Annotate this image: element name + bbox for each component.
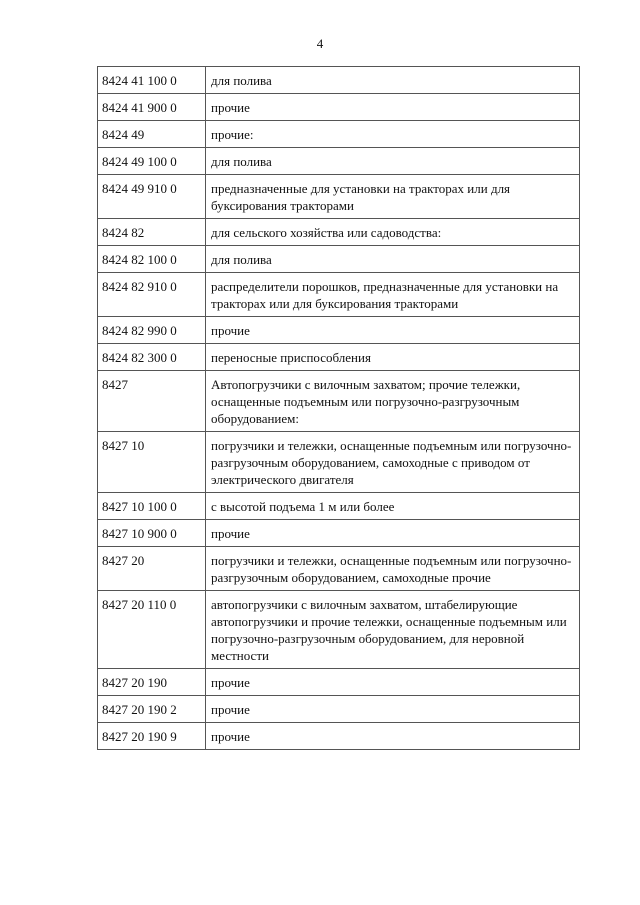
code-cell: 8424 82 100 0 bbox=[98, 246, 206, 273]
description-cell: с высотой подъема 1 м или более bbox=[206, 493, 580, 520]
table-row bbox=[98, 493, 580, 520]
code-cell: 8424 49 910 0 bbox=[98, 175, 206, 219]
code-cell: 8424 82 bbox=[98, 219, 206, 246]
page-number: 4 bbox=[316, 36, 324, 51]
table-row bbox=[98, 591, 580, 669]
table-row bbox=[98, 520, 580, 547]
table-row bbox=[98, 67, 580, 94]
code-cell: 8424 82 910 0 bbox=[98, 273, 206, 317]
description-cell: распределители порошков, предназначенные для установки на тракторах или для буксирования тракторами bbox=[206, 273, 580, 317]
description-cell: погрузчики и тележки, оснащенные подъемным или погрузочно-разгрузочным оборудованием, самоходные прочие bbox=[206, 547, 580, 591]
description-cell: для полива bbox=[206, 67, 580, 94]
table-row bbox=[98, 432, 580, 493]
description-cell: прочие bbox=[206, 669, 580, 696]
table-row bbox=[98, 669, 580, 696]
code-cell: 8427 bbox=[98, 371, 206, 432]
description-cell: погрузчики и тележки, оснащенные подъемным или погрузочно-разгрузочным оборудованием, самоходные с приводом от электрического двигателя bbox=[206, 432, 580, 493]
code-cell: 8427 20 190 bbox=[98, 669, 206, 696]
table-row bbox=[98, 219, 580, 246]
description-cell: прочие bbox=[206, 520, 580, 547]
table-row bbox=[98, 121, 580, 148]
description-cell: прочие bbox=[206, 696, 580, 723]
code-cell: 8427 10 bbox=[98, 432, 206, 493]
code-cell: 8427 20 bbox=[98, 547, 206, 591]
code-cell: 8424 82 300 0 bbox=[98, 344, 206, 371]
table-row bbox=[98, 273, 580, 317]
code-cell: 8427 10 100 0 bbox=[98, 493, 206, 520]
description-cell: переносные приспособления bbox=[206, 344, 580, 371]
description-cell: автопогрузчики с вилочным захватом, штабелирующие автопогрузчики и прочие тележки, оснащенные подъемным или погрузочно-разгрузочным оборудованием, для неровной местности bbox=[206, 591, 580, 669]
table-row bbox=[98, 94, 580, 121]
code-cell: 8424 49 bbox=[98, 121, 206, 148]
code-cell: 8424 49 100 0 bbox=[98, 148, 206, 175]
description-cell: для полива bbox=[206, 148, 580, 175]
description-cell: Автопогрузчики с вилочным захватом; прочие тележки, оснащенные подъемным или погрузочно-разгрузочным оборудованием: bbox=[206, 371, 580, 432]
description-cell: для полива bbox=[206, 246, 580, 273]
code-cell: 8424 41 900 0 bbox=[98, 94, 206, 121]
table-row bbox=[98, 175, 580, 219]
description-cell: прочие bbox=[206, 94, 580, 121]
code-cell: 8427 20 190 2 bbox=[98, 696, 206, 723]
code-cell: 8427 20 190 9 bbox=[98, 723, 206, 750]
table-row bbox=[98, 148, 580, 175]
table-row bbox=[98, 371, 580, 432]
table-row bbox=[98, 344, 580, 371]
table-row bbox=[98, 246, 580, 273]
table-row bbox=[98, 317, 580, 344]
description-cell: для сельского хозяйства или садоводства: bbox=[206, 219, 580, 246]
code-cell: 8424 41 100 0 bbox=[98, 67, 206, 94]
table-body bbox=[98, 67, 580, 750]
table-row bbox=[98, 547, 580, 591]
code-cell: 8427 20 110 0 bbox=[98, 591, 206, 669]
description-cell: прочие bbox=[206, 723, 580, 750]
code-cell: 8427 10 900 0 bbox=[98, 520, 206, 547]
table-row bbox=[98, 696, 580, 723]
description-cell: прочие bbox=[206, 317, 580, 344]
code-cell: 8424 82 990 0 bbox=[98, 317, 206, 344]
description-cell: предназначенные для установки на тракторах или для буксирования тракторами bbox=[206, 175, 580, 219]
tariff-code-table bbox=[97, 66, 580, 750]
description-cell: прочие: bbox=[206, 121, 580, 148]
table-row bbox=[98, 723, 580, 750]
